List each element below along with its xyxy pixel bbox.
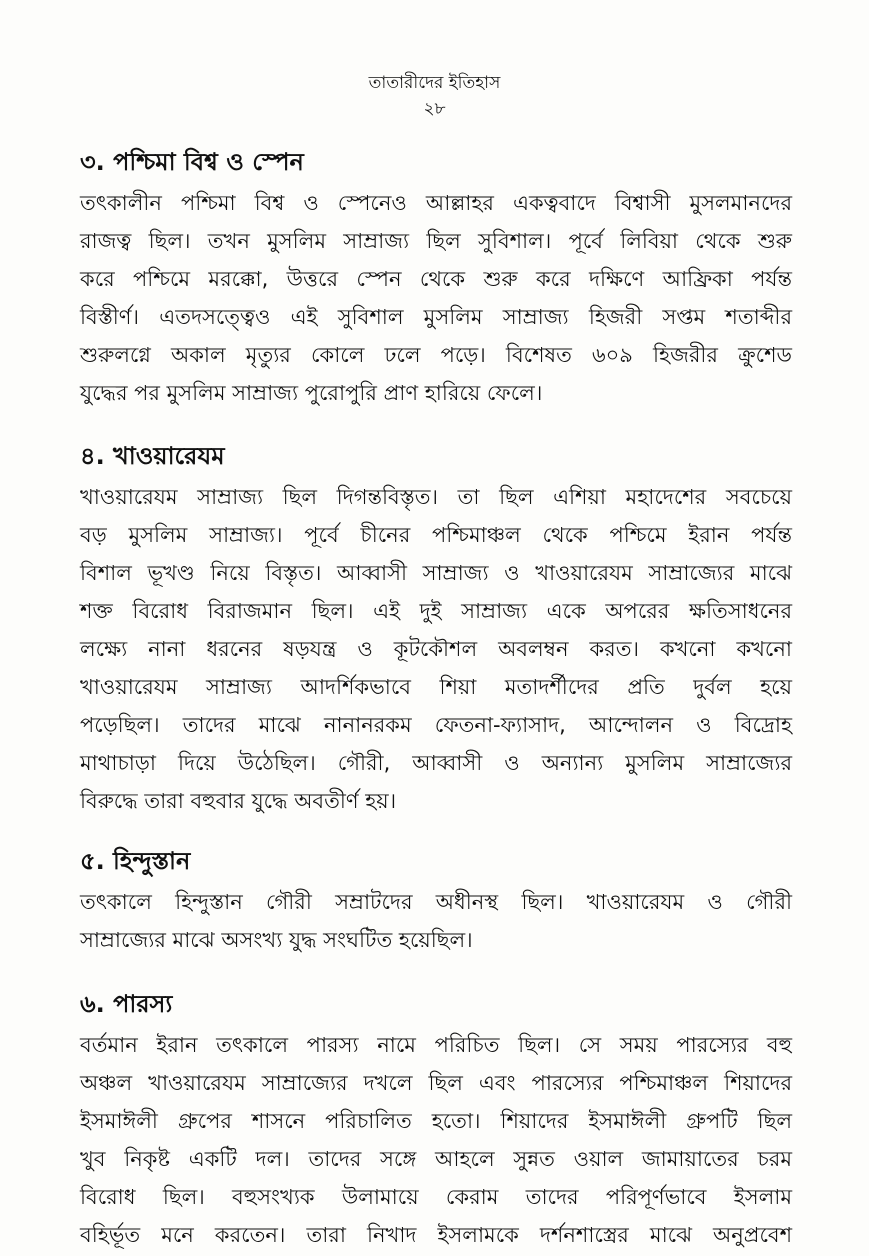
text-line: বিরোধ ছিল। বহুসংখ্যক উলামায়ে কেরাম তাদের পরিপূর্ণভাবে ইসলাম: [80, 1185, 792, 1209]
section-heading: ৫. হিন্দুস্তান: [80, 847, 191, 875]
text-line: খাওয়ারেযম সাম্রাজ্য আদর্শিকভাবে শিয়া মতাদর্শীদের প্রতি দুর্বল হয়ে: [80, 675, 792, 699]
text-line: বর্তমান ইরান তৎকালে পারস্য নামে পরিচিত ছিল। সে সময় পারস্যের বহু: [80, 1033, 792, 1057]
text-line: বহির্ভূত মনে করতেন। তারা নিখাদ ইসলামকে দর্শনশাস্ত্রের মাঝে অনুপ্রবেশ: [80, 1223, 792, 1247]
text-line: শুরুলগ্নে অকাল মৃত্যুর কোলে ঢলে পড়ে। বিশেষত ৬০৯ হিজরীর ক্রুশেড: [80, 343, 792, 367]
text-line: তৎকালীন পশ্চিমা বিশ্ব ও স্পেনেও আল্লাহর একত্ববাদে বিশ্বাসী মুসলমানদের: [80, 191, 792, 215]
text-line: বিস্তীর্ণ। এতদসত্ত্বেও এই সুবিশাল মুসলিম সাম্রাজ্য হিজরী সপ্তম শতাব্দীর: [80, 305, 792, 329]
text-line: সাম্রাজ্যের মাঝে অসংখ্য যুদ্ধ সংঘটিত হয়েছিল।: [80, 928, 473, 952]
section-western-world-spain: [80, 144, 792, 412]
text-line: বড় মুসলিম সাম্রাজ্য। পূর্বে চীনের পশ্চিমাঞ্চল থেকে পশ্চিমে ইরান পর্যন্ত: [80, 523, 792, 547]
section-paragraph: [80, 883, 792, 959]
section-hindustan: [80, 843, 792, 959]
text-line: যুদ্ধের পর মুসলিম সাম্রাজ্য পুরোপুরি প্রাণ হারিয়ে ফেলে।: [80, 381, 543, 405]
section-persia: [80, 986, 792, 1254]
text-line: খুব নিকৃষ্ট একটি দল। তাদের সঙ্গে আহলে সুন্নত ওয়াল জামায়াতের চরম: [80, 1147, 792, 1171]
text-line: খাওয়ারেযম সাম্রাজ্য ছিল দিগন্তবিস্তৃত। তা ছিল এশিয়া মহাদেশের সবচেয়ে: [80, 485, 792, 509]
text-line: শক্ত বিরোধ বিরাজমান ছিল। এই দুই সাম্রাজ্য একে অপরের ক্ষতিসাধনের: [80, 599, 792, 623]
text-line: করে পশ্চিমে মরক্কো, উত্তরে স্পেন থেকে শুরু করে দক্ষিণে আফ্রিকা পর্যন্ত: [80, 267, 792, 291]
section-heading: ৬. পারস্য: [80, 990, 173, 1018]
text-line: লক্ষ্যে নানা ধরনের ষড়যন্ত্র ও কূটকৌশল অবলম্বন করত। কখনো কখনো: [80, 637, 792, 661]
section-paragraph: [80, 478, 792, 820]
text-line: বিরুদ্ধে তারা বহুবার যুদ্ধে অবতীর্ণ হয়।: [80, 789, 397, 813]
text-line: ইসমাঈলী গ্রুপের শাসনে পরিচালিত হতো। শিয়াদের ইসমাঈলী গ্রুপটি ছিল: [80, 1109, 792, 1133]
text-line: মাথাচাড়া দিয়ে উঠেছিল। গৌরী, আব্বাসী ও অন্যান্য মুসলিম সাম্রাজ্যের: [80, 751, 792, 775]
section-paragraph: [80, 1026, 792, 1254]
page-number: ২৮: [423, 99, 446, 119]
text-line: অঞ্চল খাওয়ারেযম সাম্রাজ্যের দখলে ছিল এবং পারস্যের পশ্চিমাঞ্চল শিয়াদের: [80, 1071, 792, 1095]
section-heading: ৩. পশ্চিমা বিশ্ব ও স্পেন: [80, 148, 304, 176]
text-line: রাজত্ব ছিল। তখন মুসলিম সাম্রাজ্য ছিল সুবিশাল। পূর্বে লিবিয়া থেকে শুরু: [80, 229, 792, 253]
text-line: পড়েছিল। তাদের মাঝে নানানরকম ফেতনা-ফ্যাসাদ, আন্দোলন ও বিদ্রোহ: [80, 713, 792, 737]
text-line: বিশাল ভূখণ্ড নিয়ে বিস্তৃত। আব্বাসী সাম্রাজ্য ও খাওয়ারেযম সাম্রাজ্যের মাঝে: [80, 561, 792, 585]
running-header-title: তাতারীদের ইতিহাস: [368, 73, 501, 93]
section-heading: ৪. খাওয়ারেযম: [80, 442, 225, 470]
text-line: তৎকালে হিন্দুস্তান গৌরী সম্রাটদের অধীনস্থ ছিল। খাওয়ারেযম ও গৌরী: [80, 890, 792, 914]
section-paragraph: [80, 184, 792, 412]
section-khwarezm: [80, 438, 792, 820]
